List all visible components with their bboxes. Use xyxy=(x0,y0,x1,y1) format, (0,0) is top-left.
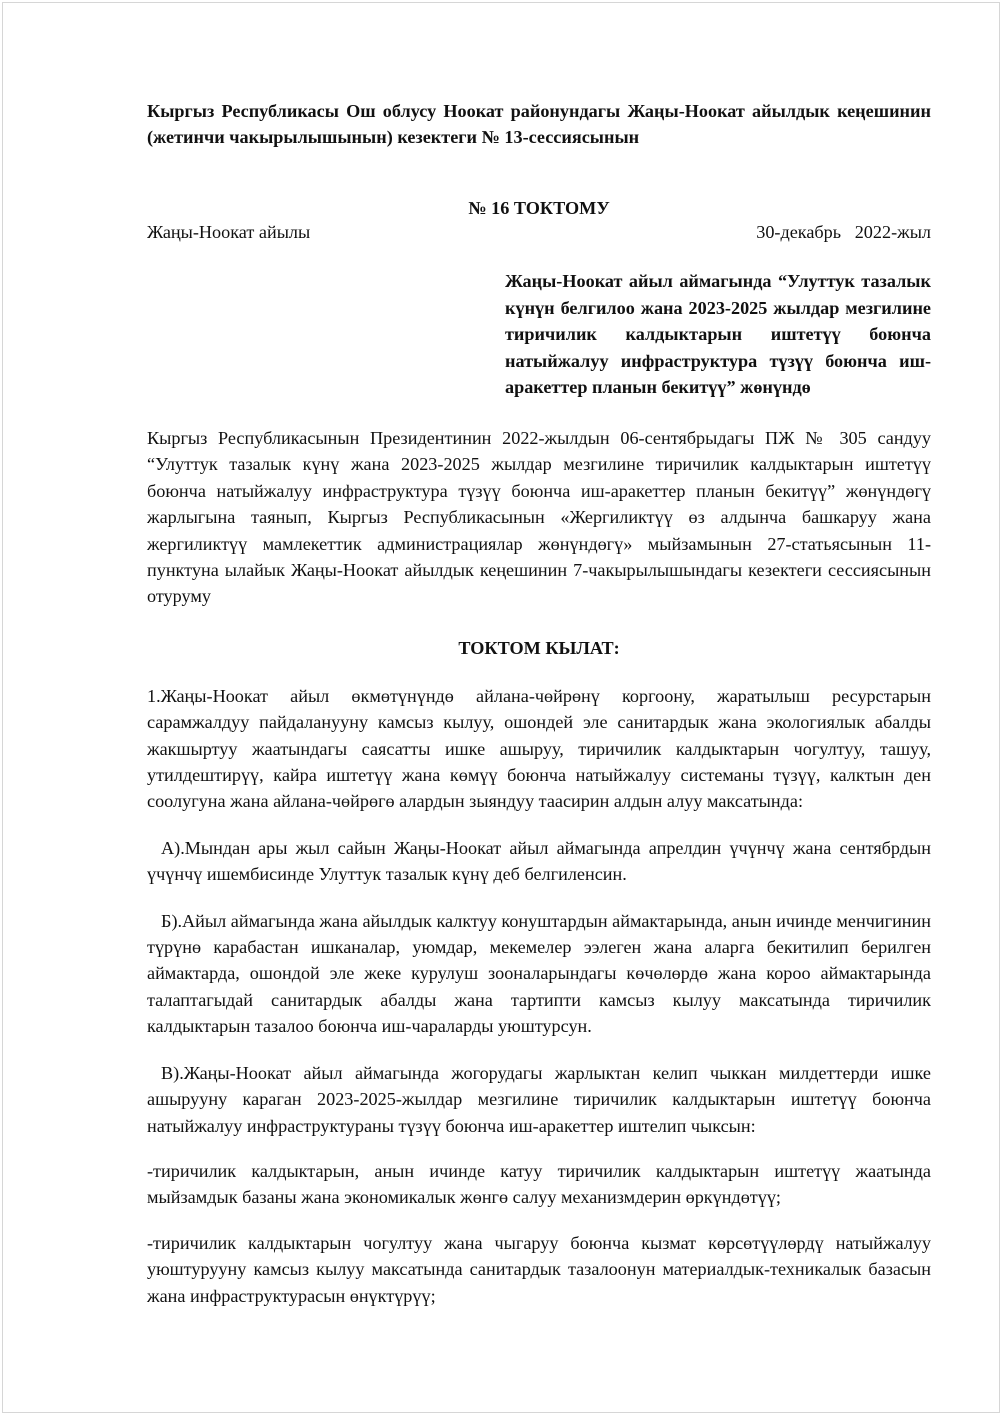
paragraph-b: Б).Айыл аймагында жана айылдык калктуу конуштардын аймактарында, анын ичинде менчигинин түрүнө карабастан ишканалар, уюмдар, мекемелер ээлеген жана аларга бекитилип берилген аймактарда, ошондой эле жеке курулуш зооналарындагы көчөлөрдө жана короо аймактарында талаптагыдай санитардык абалды жана тартипти камсыз кылуу максатында тиричилик калдыктарын тазалоо боюнча иш-чараларды уюштурсун. xyxy=(147,910,931,1037)
paragraph-a: А).Мындан ары жыл сайын Жаңы-Ноокат айыл аймагында апрелдин үчүнчү жана сентябрдын үчүнчү ишембисинде Улуттук тазалык күнү деб белгиленсин. xyxy=(147,837,931,885)
place-date-row xyxy=(147,220,931,244)
paragraph-v: В).Жаңы-Ноокат айыл аймагында жогорудагы жарлыктан келип чыккан милдеттерди ишке ашырууну караган 2023-2025-жылдар мезгилине тиричилик калдыктарын иштетүү боюнча натыйжалуу инфраструктураны түзүү боюнча иш-аракеттер иштелип чыксын: xyxy=(147,1062,931,1136)
resolution-subject: Жаңы-Ноокат айыл аймагында “Улуттук тазалык күнүн белгилоо жана 2023-2025 жылдар мезгилине тиричилик калдыктарын иштетүү боюнча натыйжалуу инфраструктура түзүү боюнча иш-аракеттер планын бекитүү” жөнүндө xyxy=(505,271,931,398)
document-page xyxy=(2,2,1000,1413)
resolution-title: № 16 ТОКТОМУ xyxy=(468,198,610,218)
decides-heading: ТОКТОМ КЫЛАТ: xyxy=(458,637,620,658)
date-text: 30-декабрь 2022-жыл xyxy=(756,222,931,242)
place-text: Жаңы-Ноокат айылы xyxy=(147,222,311,242)
paragraph-1: 1.Жаңы-Ноокат айыл өкмөтүнүндө айлана-чөйрөнү коргоону, жаратылыш ресурстарын сарамжалдуу пайдаланууну камсыз кылуу, ошондей эле санитардык жана экологиялык абалды жакшыртуу жаатындагы саясатты ишке ашыруу, тиричилик калдыктарын чогултуу, ташуу, утилдештирүү, кайра иштетүү жана көмүү боюнча натыйжалуу системаны түзүү, калктын ден соолугуна жана айлана-чөйрөгө алардын зыяндуу таасирин алдын алуу максатында: xyxy=(147,685,931,812)
document-header: Кыргыз Республикасы Ош облусу Ноокат районундагы Жаңы-Ноокат айылдык кеңешинин (жетинчи чакырылышынын) кезектеги № 13-сессиясынын xyxy=(147,101,931,147)
document-body xyxy=(147,98,931,1309)
preamble-paragraph: Кыргыз Республикасынын Президентинин 2022-жылдын 06-сентябрыдагы ПЖ № 305 сандуу “Улуттук тазалык күнү жана 2023-2025 жылдар мезгилине тиричилик калдыктарын иштетүү боюнча натыйжалуу инфраструктура түзүү боюнча иш-аракеттер планын бекитүү” жөнүндөгү жарлыгына таянып, Кыргыз Республикасынын «Жергиликтүү өз алдынча башкаруу жана жергиликтүү мамлекеттик администрациялар жөнүндөгү» мыйзамынын 27-статьясынын 11-пунктуна ылайык Жаңы-Ноокат айылдык кеңешинин 7-чакырылышындагы кезектеги сессиясынын отуруму xyxy=(147,427,931,607)
list-item-infrastructure: -тиричилик калдыктарын чогултуу жана чыгаруу боюнча кызмат көрсөтүүлөрдү натыйжалуу уюштурууну камсыз кылуу максатында санитардык тазалоонун материалдык-техникалык базасын жана инфраструктурасын өнүктүрүү; xyxy=(147,1232,931,1306)
list-item-legal-base: -тиричилик калдыктарын, анын ичинде катуу тиричилик калдыктарын иштетүү жаатында мыйзамдык базаны жана экономикалык жөнгө салуу механизмдерин өркүндөтүү; xyxy=(147,1160,931,1208)
